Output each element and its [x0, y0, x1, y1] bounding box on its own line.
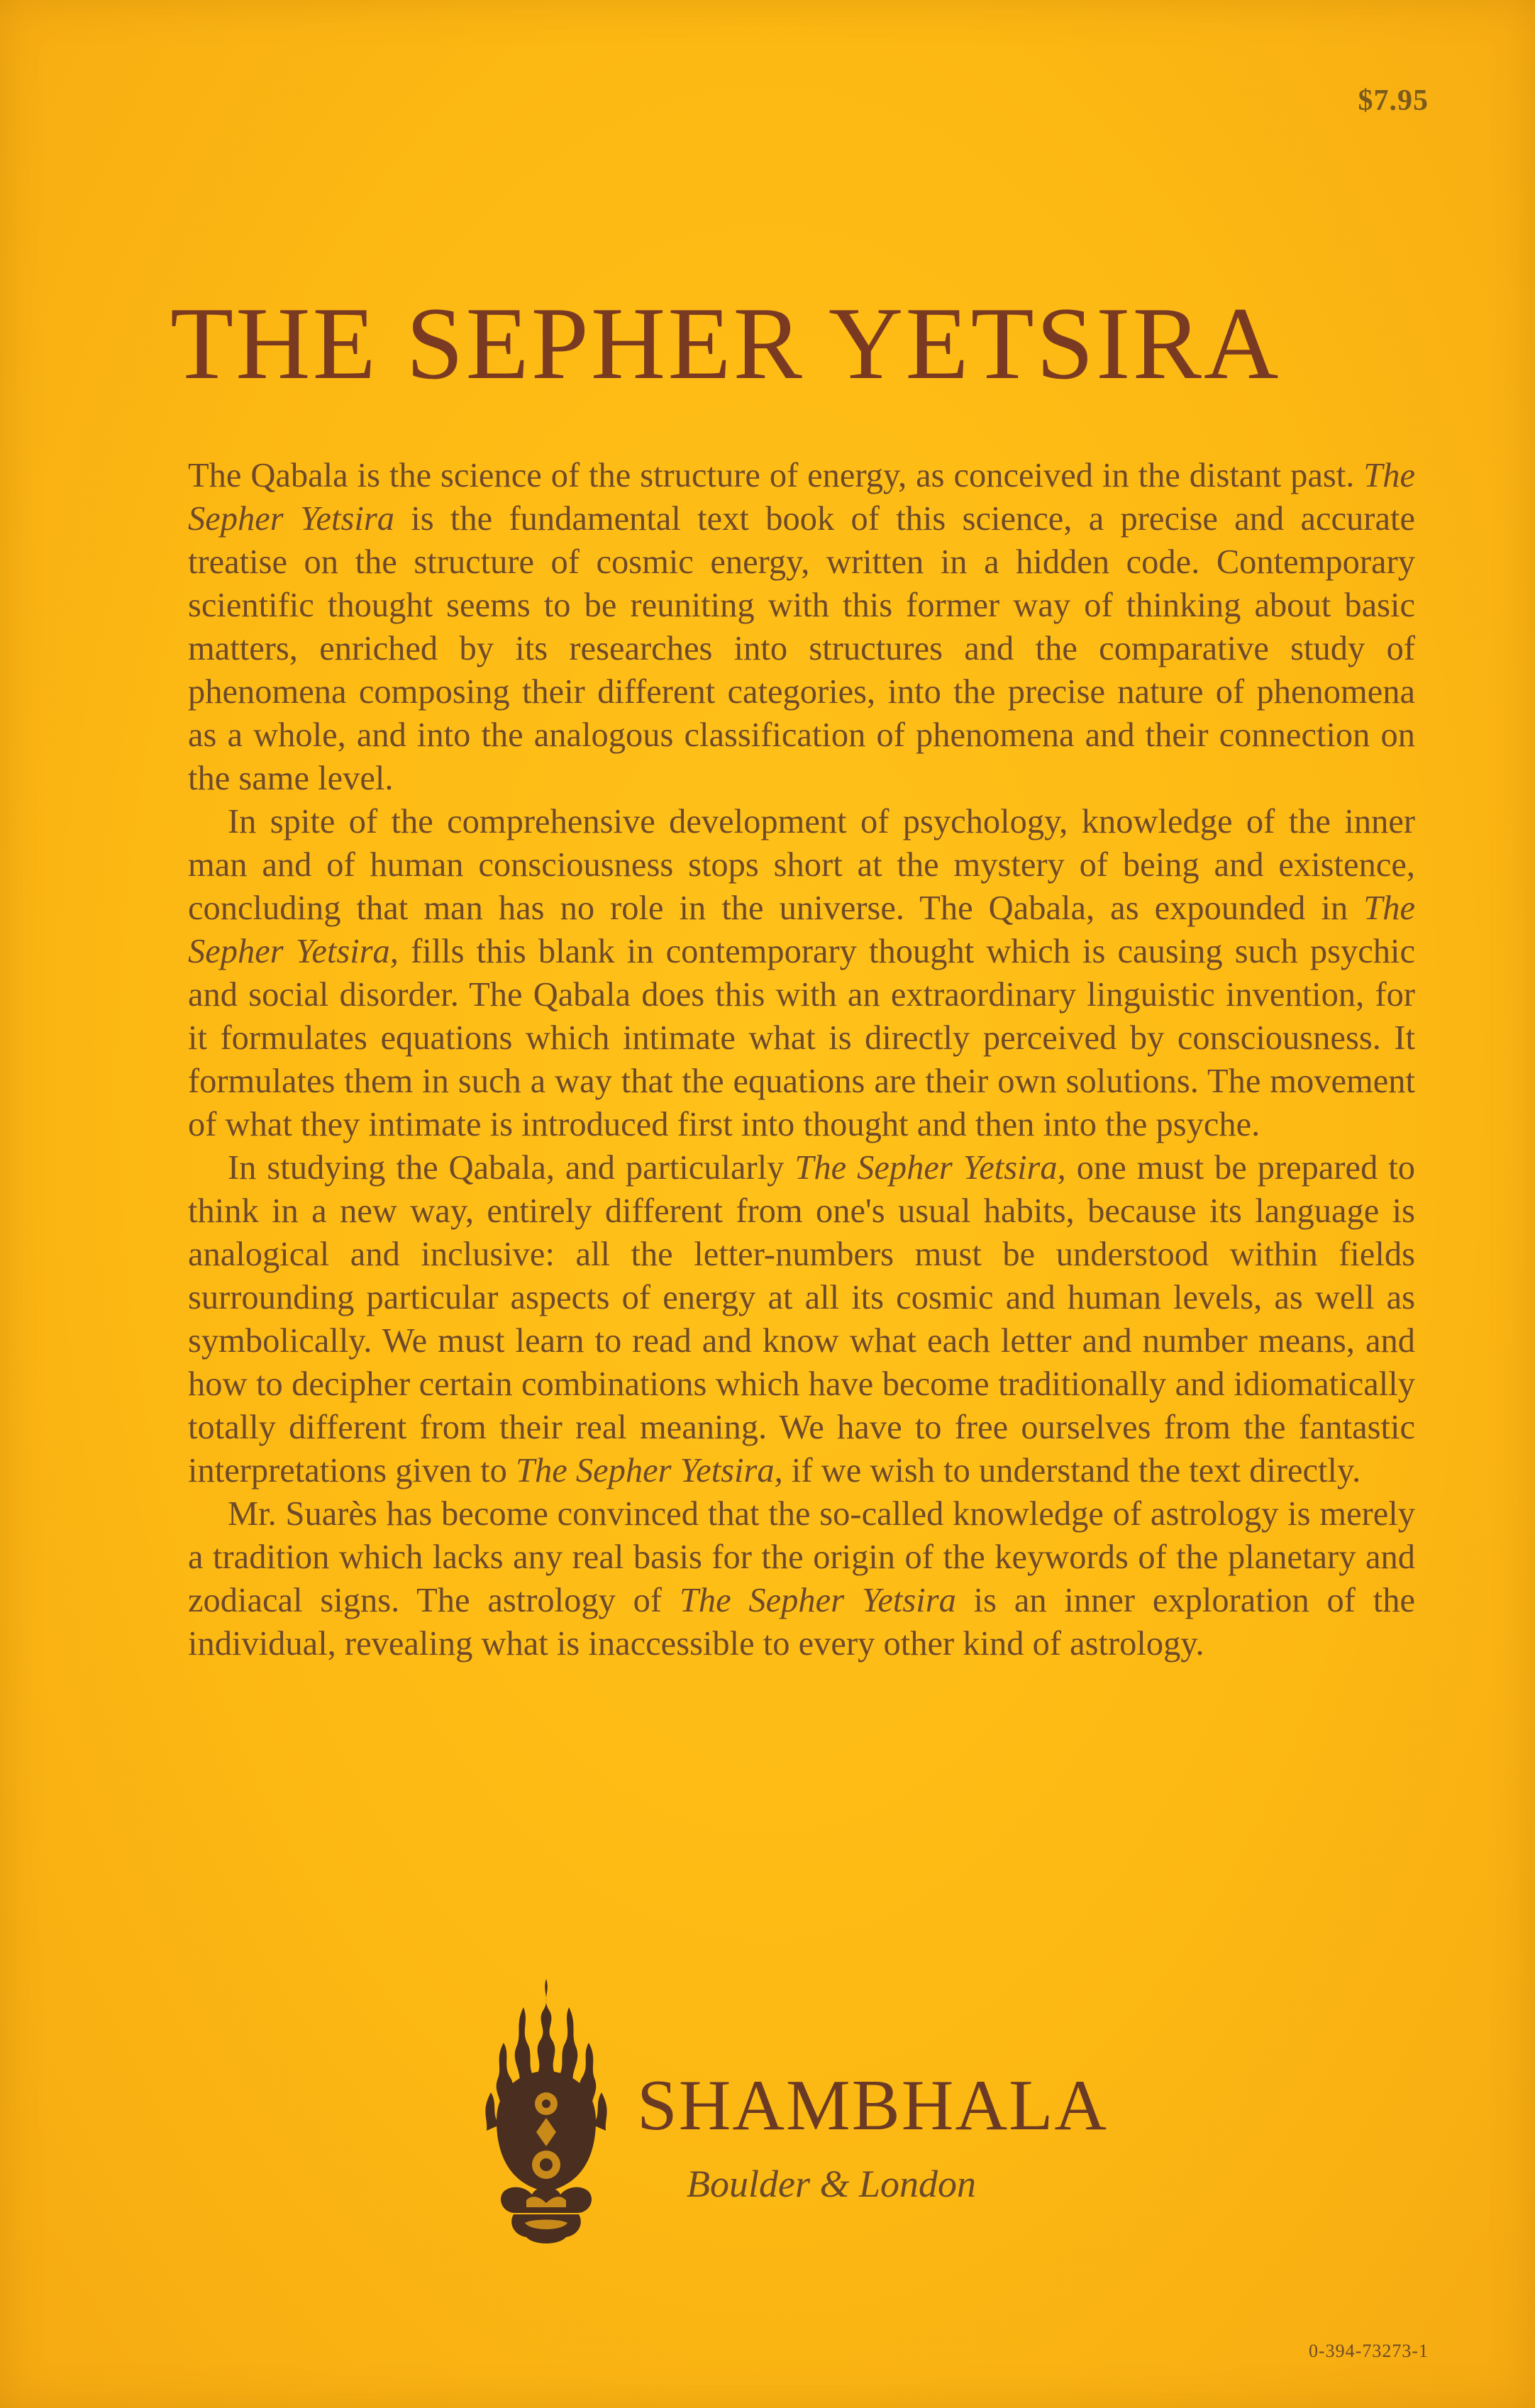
blurb-text-run: is the fundamental text book of this science, a precise and accurate treatise on the structure of cosmic energy, written in a hidden code. Contemporary scientific thought seems to be reuniting with this former way of thinking about basic matters, enriched by its researches into structures and the comparative study of phenomena composing their different categories, into the precise nature of phenomena as a whole, and into the analogous classification of phenomena and their connection on the same level. [188, 500, 1415, 797]
book-title-reference: The Sepher Yetsira, [188, 889, 1415, 970]
book-title: THE SEPHER YETSIRA [170, 286, 1281, 401]
blurb-text-run: Mr. Suarès has become convinced that the so-called knowledge of astrology is merely a tradition which lacks any real basis for the origin of the keywords of the planetary and zodiacal signs. The astrology of [188, 1495, 1415, 1619]
blurb-text-run: if we wish to understand the text directly. [782, 1452, 1361, 1489]
blurb-text-run: The Qabala is the science of the structure of energy, as conceived in the distant past. [188, 457, 1364, 494]
blurb-text [188, 454, 1415, 1665]
blurb-paragraph [188, 454, 1415, 800]
book-title-reference: The Sepher Yetsira [188, 457, 1415, 538]
blurb-text-run: In studying the Qabala, and particularly [228, 1149, 795, 1187]
blurb-paragraph [188, 1146, 1415, 1492]
book-title-reference: The Sepher Yetsira, [515, 1452, 783, 1489]
shambhala-flame-emblem-icon [482, 1979, 610, 2248]
blurb-text-run: one must be prepared to think in a new way, entirely different from one's usual habits, because its language is analogical and inclusive: all the letter-numbers must be understood within fields surrounding particular aspects of energy at all its cosmic and human levels, as well as symbolically. We must learn to read and know what each letter and number means, and how to decipher certain combinations which have become traditionally and idiomatically totally different from their real meaning. We have to free ourselves from the fantastic interpretations given to [188, 1149, 1415, 1489]
publisher-name: SHAMBHALA [637, 2065, 1109, 2146]
blurb-text-run: In spite of the comprehensive development of psychology, knowledge of the inner man and of human consciousness stops short at the mystery of being and existence, concluding that man has no role in the universe. The Qabala, as expounded in [188, 803, 1415, 927]
blurb-paragraph [188, 1492, 1415, 1665]
blurb-text-run: is an inner exploration of the individual, revealing what is inaccessible to every other kind of astrology. [188, 1582, 1415, 1663]
book-title-reference: The Sepher Yetsira, [794, 1149, 1066, 1187]
price-label: $7.95 [1358, 84, 1429, 117]
blurb-paragraph [188, 800, 1415, 1146]
isbn-number: 0-394-73273-1 [1309, 2341, 1429, 2361]
book-title-reference: The Sepher Yetsira [679, 1582, 956, 1619]
publisher-cities: Boulder & London [687, 2163, 977, 2205]
blurb-text-run: fills this blank in contemporary thought which is causing such psychic and social disorder. The Qabala does this with an extraordinary linguistic invention, for it formulates equations which intimate what is directly perceived by consciousness. It formulates them in such a way that the equations are their own solutions. The movement of what they intimate is introduced first into thought and then into the psyche. [188, 933, 1415, 1143]
